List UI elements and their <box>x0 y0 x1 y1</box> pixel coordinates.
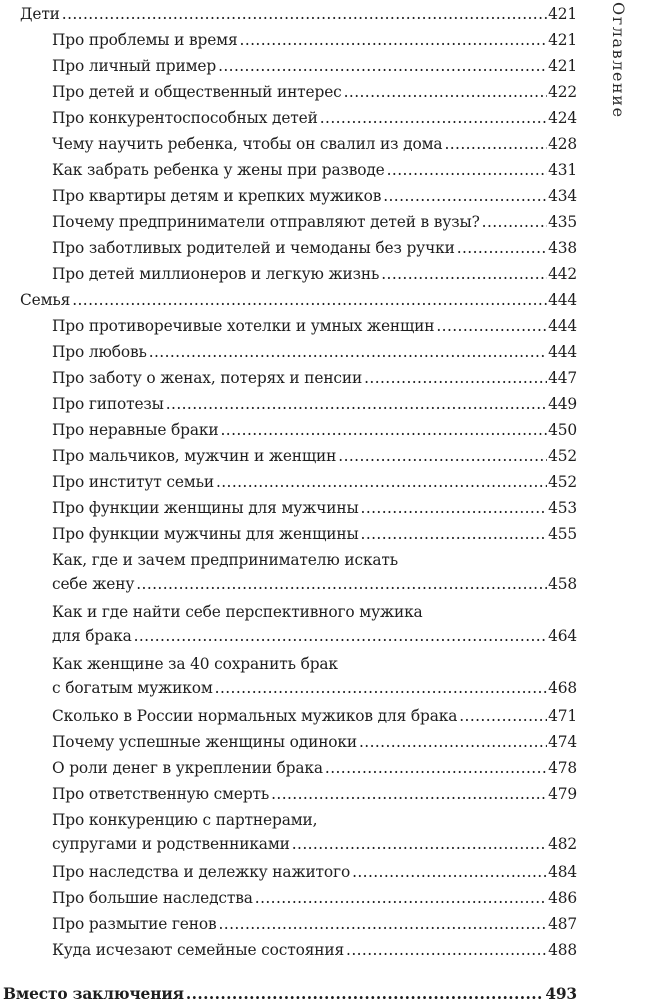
toc-entry-row <box>20 2 577 26</box>
toc-entry-row <box>52 704 577 728</box>
toc-entry-row <box>52 444 577 468</box>
toc-entry-title: Про гипотезы <box>52 395 164 413</box>
dot-leader <box>72 288 547 312</box>
toc-page-number: 471 <box>548 707 577 725</box>
toc-page-number: 435 <box>548 213 577 231</box>
toc-entry-row <box>52 572 577 596</box>
toc-entry-title: Про заботу о женах, потерях и пенсии <box>52 369 363 387</box>
dot-leader <box>220 418 547 442</box>
toc-entry <box>52 808 577 856</box>
toc-entry-row <box>52 366 577 390</box>
toc-entry-title: Про функции мужчины для женщины <box>52 525 359 543</box>
dot-leader <box>338 444 547 468</box>
dot-leader <box>62 2 547 26</box>
dot-leader <box>149 340 547 364</box>
toc-entry-title: супругами и родственниками <box>52 835 290 853</box>
toc-entry-title: Про личный пример <box>52 57 217 75</box>
toc-entry-row <box>3 982 577 1006</box>
toc-entry-row <box>52 886 577 910</box>
toc-entry-title: Про неравные браки <box>52 421 219 439</box>
dot-leader <box>255 886 547 910</box>
toc-entry <box>52 782 577 806</box>
toc-entry-row <box>52 54 577 78</box>
toc-entry <box>52 912 577 936</box>
toc-page-number: 474 <box>548 733 577 751</box>
dot-leader <box>186 982 545 1006</box>
toc-page-number: 458 <box>548 575 577 593</box>
toc-entry-title: Про проблемы и время <box>52 31 238 49</box>
dot-leader <box>292 832 547 856</box>
toc-page-number: 444 <box>548 317 577 335</box>
toc-page-number: 482 <box>548 835 577 853</box>
toc-page-number: 442 <box>548 265 577 283</box>
toc-entry-title: Почему предприниматели отправляют детей в вузы? <box>52 213 480 231</box>
toc-entry-title: Про мальчиков, мужчин и женщин <box>52 447 337 465</box>
toc-entry-title-line: Как и где найти себе перспективного мужика <box>52 603 423 621</box>
toc-entry-row <box>52 236 577 260</box>
toc-entry-row <box>52 340 577 364</box>
dot-leader <box>352 860 547 884</box>
dot-leader <box>134 624 547 648</box>
toc-section-entry <box>20 288 577 312</box>
toc-entry-row <box>52 782 577 806</box>
toc-section-entry <box>20 2 577 26</box>
dot-leader <box>240 28 548 52</box>
toc-entry-row <box>52 912 577 936</box>
toc-page-number: 453 <box>548 499 577 517</box>
toc-entry <box>52 470 577 494</box>
dot-leader <box>344 80 547 104</box>
toc-entry-title: Почему успешные женщины одиноки <box>52 733 357 751</box>
toc-entry-row <box>52 132 577 156</box>
dot-leader <box>387 158 547 182</box>
toc-page-number: 455 <box>548 525 577 543</box>
toc-entry-row <box>52 158 577 182</box>
toc-page-number: 434 <box>548 187 577 205</box>
dot-leader <box>271 782 547 806</box>
toc-page-number: 421 <box>548 57 577 75</box>
toc-entry <box>52 938 577 962</box>
toc-page-number: 444 <box>548 291 577 309</box>
toc-entry <box>52 444 577 468</box>
dot-leader <box>320 106 547 130</box>
toc-entry-title: Про функции женщины для мужчины <box>52 499 359 517</box>
toc-page-number: 428 <box>548 135 577 153</box>
toc-final-entry <box>3 982 577 1006</box>
toc-entry-row <box>52 676 577 700</box>
toc-page-number: 486 <box>548 889 577 907</box>
toc-entry-title: Семья <box>20 291 71 309</box>
toc-page-number: 468 <box>548 679 577 697</box>
toc-entry-title: Дети <box>20 5 60 23</box>
toc-page-number: 452 <box>548 473 577 491</box>
toc-entry <box>52 106 577 130</box>
toc-entry <box>52 158 577 182</box>
toc-entry <box>52 80 577 104</box>
dot-leader <box>218 54 547 78</box>
toc-entry <box>52 860 577 884</box>
dot-leader <box>166 392 547 416</box>
toc-entry <box>52 54 577 78</box>
dot-leader <box>361 522 548 546</box>
toc-entry-row <box>52 106 577 130</box>
toc-entry-title: Про противоречивые хотелки и умных женщин <box>52 317 435 335</box>
toc-entry <box>52 314 577 338</box>
toc-entry-title: для брака <box>52 627 132 645</box>
toc-entry <box>52 548 577 596</box>
toc-entry-row <box>52 496 577 520</box>
toc-entry-row <box>20 288 577 312</box>
toc-entry-row <box>52 624 577 648</box>
toc-page-number: 431 <box>548 161 577 179</box>
toc-entry-title: Про детей миллионеров и легкую жизнь <box>52 265 380 283</box>
toc-page-number: 452 <box>548 447 577 465</box>
toc-entry <box>52 210 577 234</box>
toc-entry-title: Про ответственную смерть <box>52 785 270 803</box>
toc-page-number: 493 <box>545 985 577 1003</box>
toc-entry <box>52 236 577 260</box>
dot-leader <box>216 470 547 494</box>
running-head: Оглавление <box>609 2 628 119</box>
toc-page-number: 447 <box>548 369 577 387</box>
toc-page-number: 421 <box>548 5 577 23</box>
toc-entry <box>52 522 577 546</box>
toc-entry-row <box>52 470 577 494</box>
toc-entry <box>52 340 577 364</box>
toc-entry <box>52 730 577 754</box>
toc-entry <box>52 886 577 910</box>
toc-entry-row <box>52 832 577 856</box>
toc-entry <box>52 704 577 728</box>
toc-entry-title: Про детей и общественный интерес <box>52 83 342 101</box>
toc-entry-title: с богатым мужиком <box>52 679 213 697</box>
toc-page-number: 484 <box>548 863 577 881</box>
toc-entry-title: О роли денег в укреплении брака <box>52 759 323 777</box>
toc-entry-title: Про наследства и дележку нажитого <box>52 863 351 881</box>
toc-entry-title-line: Как, где и зачем предпринимателю искать <box>52 551 399 569</box>
dot-leader <box>219 912 548 936</box>
toc-entry-title: Про институт семьи <box>52 473 214 491</box>
toc-entry-row <box>52 730 577 754</box>
dot-leader <box>346 938 547 962</box>
toc-entry-row <box>52 522 577 546</box>
toc-page-number: 421 <box>548 31 577 49</box>
toc-entry <box>52 132 577 156</box>
toc-entry-row <box>52 392 577 416</box>
dot-leader <box>215 676 547 700</box>
dot-leader <box>359 730 547 754</box>
dot-leader <box>381 262 547 286</box>
toc-page-number: 464 <box>548 627 577 645</box>
dot-leader <box>136 572 547 596</box>
toc-entry <box>52 28 577 52</box>
toc-entry-row <box>52 314 577 338</box>
dot-leader <box>383 184 547 208</box>
toc-entry-row <box>52 860 577 884</box>
toc-page-number: 478 <box>548 759 577 777</box>
dot-leader <box>482 210 547 234</box>
dot-leader <box>444 132 547 156</box>
toc-page-number: 450 <box>548 421 577 439</box>
toc-entry-title: Вместо заключения <box>3 985 184 1003</box>
toc-entry <box>52 496 577 520</box>
toc-entry-row <box>52 756 577 780</box>
toc-entry-title-line: Как женщине за 40 сохранить брак <box>52 655 338 673</box>
toc-entry-title: себе жену <box>52 575 135 593</box>
toc-entry-title: Про размытие генов <box>52 915 217 933</box>
toc-page-number: 422 <box>548 83 577 101</box>
dot-leader <box>459 704 547 728</box>
toc-entry-title: Как забрать ребенка у жены при разводе <box>52 161 385 179</box>
toc-entry-row <box>52 262 577 286</box>
toc-entry-row <box>52 210 577 234</box>
toc-entry <box>52 262 577 286</box>
toc-entry <box>52 418 577 442</box>
dot-leader <box>325 756 547 780</box>
toc-entry <box>52 184 577 208</box>
toc-entry <box>52 366 577 390</box>
toc-page-number: 438 <box>548 239 577 257</box>
toc-entry-title: Про заботливых родителей и чемоданы без ручки <box>52 239 455 257</box>
toc-entry-row <box>52 80 577 104</box>
toc-entry-title: Про любовь <box>52 343 147 361</box>
dot-leader <box>361 496 548 520</box>
toc-entry-title: Куда исчезают семейные состояния <box>52 941 345 959</box>
toc-entry-title: Сколько в России нормальных мужиков для брака <box>52 707 458 725</box>
toc-entry-row <box>52 184 577 208</box>
toc-entry <box>52 652 577 700</box>
toc-entry-row <box>52 938 577 962</box>
toc-entry <box>52 756 577 780</box>
toc-page-number: 487 <box>548 915 577 933</box>
toc-page-number: 449 <box>548 395 577 413</box>
toc-entry <box>52 392 577 416</box>
toc-entry-title: Про конкурентоспособных детей <box>52 109 318 127</box>
toc-page-number: 424 <box>548 109 577 127</box>
toc-entry-title-line: Про конкуренцию с партнерами, <box>52 811 318 829</box>
toc-page-number: 444 <box>548 343 577 361</box>
dot-leader <box>364 366 547 390</box>
dot-leader <box>436 314 547 338</box>
toc-page-number: 488 <box>548 941 577 959</box>
toc-entry-title: Про большие наследства <box>52 889 253 907</box>
toc-entry-row <box>52 418 577 442</box>
toc-entry-row <box>52 28 577 52</box>
toc-entry <box>52 600 577 648</box>
dot-leader <box>457 236 547 260</box>
toc-page-number: 479 <box>548 785 577 803</box>
toc-entry-title: Чему научить ребенка, чтобы он свалил из дома <box>52 135 443 153</box>
toc-entry-title: Про квартиры детям и крепких мужиков <box>52 187 382 205</box>
